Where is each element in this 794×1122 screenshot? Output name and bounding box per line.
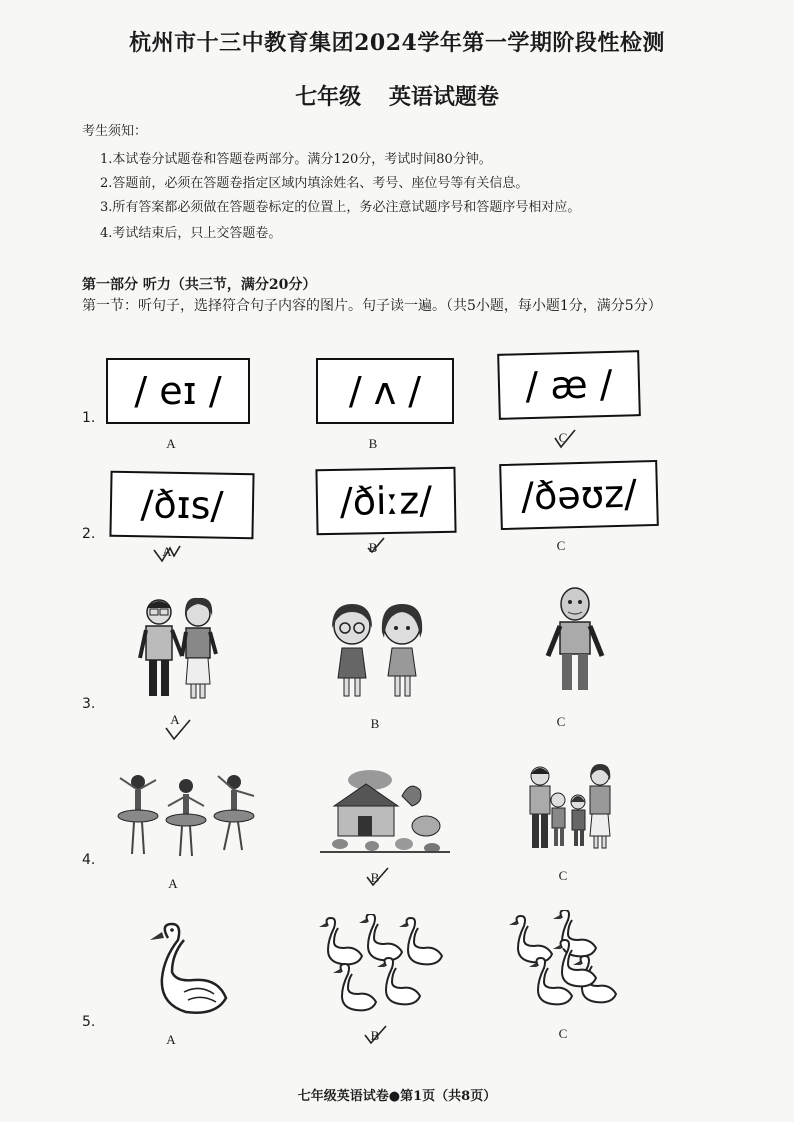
q5-option-a-letter: A (166, 1032, 176, 1047)
question-2-number: 2. (82, 526, 96, 542)
question-5-number: 5. (82, 1014, 96, 1030)
q4-checkmark-icon (364, 866, 390, 888)
subject-label: 英语试题卷 (388, 84, 499, 110)
q3-option-c-letter: C (556, 714, 566, 729)
q1-option-a-letter: A (166, 436, 176, 451)
q3-option-b-girls-image (322, 598, 432, 702)
q4-option-b-farm-image (320, 766, 450, 856)
q1-option-b-ipa: / ʌ / (316, 358, 454, 424)
q2-option-a-ipa: /ðɪs/ (109, 471, 254, 540)
exam-title: 杭州市十三中教育集团2024学年第一学期阶段性检测 (129, 30, 665, 56)
q4-option-c-family-image (524, 762, 616, 854)
notice-item-2: 2.答题前，必须在答题卷指定区域内填涂姓名、考号、座位号等有关信息。 (100, 176, 529, 191)
notice-item-4: 4.考试结束后，只上交答题卷。 (100, 226, 282, 241)
q1-option-c-ipa: / æ / (497, 350, 641, 420)
q5-option-c-geese-image (508, 910, 618, 1022)
q1-option-a-ipa: / eɪ / (106, 358, 250, 424)
q1-option-c-letter: C (558, 430, 568, 445)
exam-subtitle (0, 80, 794, 111)
q4-option-c-letter: C (558, 868, 568, 883)
q2-checkmark-icon (152, 542, 182, 564)
q3-option-c-old-man-image (540, 584, 610, 696)
q2-option-b-ipa: /ðiːz/ (315, 467, 456, 535)
notice-item-3: 3.所有答案都必须做在答题卷标定的位置上，务必注意试题序号和答题序号相对应。 (100, 200, 581, 215)
q2-option-c-ipa: /ðəʊz/ (499, 460, 659, 530)
q3-option-b-letter: B (370, 716, 380, 731)
question-4-number: 4. (82, 852, 96, 868)
q5-option-c-letter: C (558, 1026, 568, 1041)
q2-option-b-letter: B (368, 540, 378, 555)
grade-label: 七年级 (295, 84, 362, 110)
q5-checkmark-icon (362, 1024, 388, 1046)
q2-option-a-letter: A (162, 544, 172, 559)
q4-option-b-letter: B (370, 870, 380, 885)
q5-option-b-geese-image (318, 914, 450, 1022)
question-3-number: 3. (82, 696, 96, 712)
q3-option-a-couple-image (132, 592, 227, 704)
section-instruction: 第一节：听句子，选择符合句子内容的图片。句子读一遍。（共5小题，每小题1分，满分5分） (82, 298, 662, 314)
q5-option-b-letter: B (370, 1028, 380, 1043)
q1-checkmark-icon (552, 428, 578, 450)
notice-item-1: 1.本试卷分试题卷和答题卷两部分。满分120分，考试时间80分钟。 (100, 152, 492, 167)
q4-option-a-letter: A (168, 876, 178, 891)
q5-option-a-goose-image (140, 918, 230, 1030)
notice-heading: 考生须知： (82, 124, 148, 139)
q2-option-c-letter: C (556, 538, 566, 553)
q3-option-a-letter: A (170, 712, 180, 727)
q1-option-b-letter: B (368, 436, 378, 451)
q4-option-a-dancers-image (114, 768, 260, 858)
section-heading: 第一部分 听力（共三节，满分20分） (82, 277, 317, 293)
page-footer: 七年级英语试卷●第1页（共8页） (297, 1089, 497, 1104)
question-1-number: 1. (82, 410, 96, 426)
q2-b-tick-icon (366, 536, 386, 554)
q3-checkmark-icon (164, 718, 192, 742)
